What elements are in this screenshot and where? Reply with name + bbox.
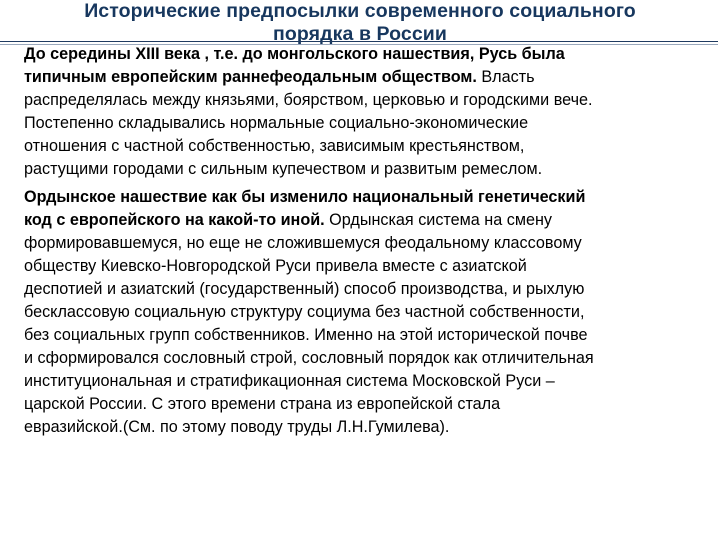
bold-text: типичным европейским раннефеодальным обществом. <box>24 68 477 86</box>
paragraph-line <box>24 89 704 112</box>
paragraph-line <box>24 43 704 66</box>
paragraph-line <box>24 232 704 255</box>
paragraph-line <box>24 324 704 347</box>
title-divider <box>0 41 718 42</box>
paragraph-line <box>24 301 704 324</box>
slide-title-line-2: порядка в России <box>273 23 447 45</box>
paragraph-line <box>24 158 704 181</box>
body-text: без социальных групп собственников. Именно на этой исторической почве <box>24 326 588 344</box>
body-text: царской России. С этого времени страна из европейской стала <box>24 395 501 413</box>
paragraph-line <box>24 66 704 89</box>
body-text: Ордынская система на смену <box>324 211 552 229</box>
body-text: деспотией и азиатский (государственный) способ производства, и рыхлую <box>24 280 585 298</box>
body-text: Власть <box>476 68 535 86</box>
bold-text: Ордынское нашествие как бы изменило национальный генетический <box>24 188 586 206</box>
paragraph-line <box>24 112 704 135</box>
bold-text: код с европейского на какой-то иной. <box>24 211 325 229</box>
body-text: и сформировался сословный строй, сословный порядок как отличительная <box>24 349 594 367</box>
paragraph-line <box>24 370 704 393</box>
paragraph-line <box>24 209 704 232</box>
body-text: распределялась между князьями, боярством, церковью и городскими вече. <box>24 91 593 109</box>
paragraph-line <box>24 135 704 158</box>
paragraph-line <box>24 347 704 370</box>
paragraph-pre-mongol-rus <box>24 43 704 181</box>
body-text: бесклассовую социальную структуру социума без частной собственности, <box>24 303 585 321</box>
body-text: обществу Киевско-Новгородской Руси привела вместе с азиатской <box>24 257 527 275</box>
paragraph-line <box>24 255 704 278</box>
bold-text: До середины XIII века , т.е. до монгольского нашествия, Русь была <box>24 45 565 63</box>
body-text: растущими городами с сильным купечеством и развитым ремеслом. <box>24 160 543 178</box>
slide-title-line-1: Исторические предпосылки современного социального <box>84 0 636 22</box>
body-text: отношения с частной собственностью, зависимым крестьянством, <box>24 137 525 155</box>
paragraph-line <box>24 186 704 209</box>
paragraph-line <box>24 393 704 416</box>
paragraph-horde-invasion <box>24 186 704 439</box>
slide-title <box>20 0 700 46</box>
body-text: формировавшемуся, но еще не сложившемуся феодальному классовому <box>24 234 582 252</box>
body-text: Постепенно складывались нормальные социально-экономические <box>24 114 529 132</box>
paragraph-line <box>24 278 704 301</box>
body-text: институциональная и стратификационная система Московской Руси – <box>24 372 555 390</box>
body-text: евразийской.(См. по этому поводу труды Л.Н.Гумилева). <box>24 418 450 436</box>
slide-body <box>24 43 704 444</box>
paragraph-line <box>24 416 704 439</box>
